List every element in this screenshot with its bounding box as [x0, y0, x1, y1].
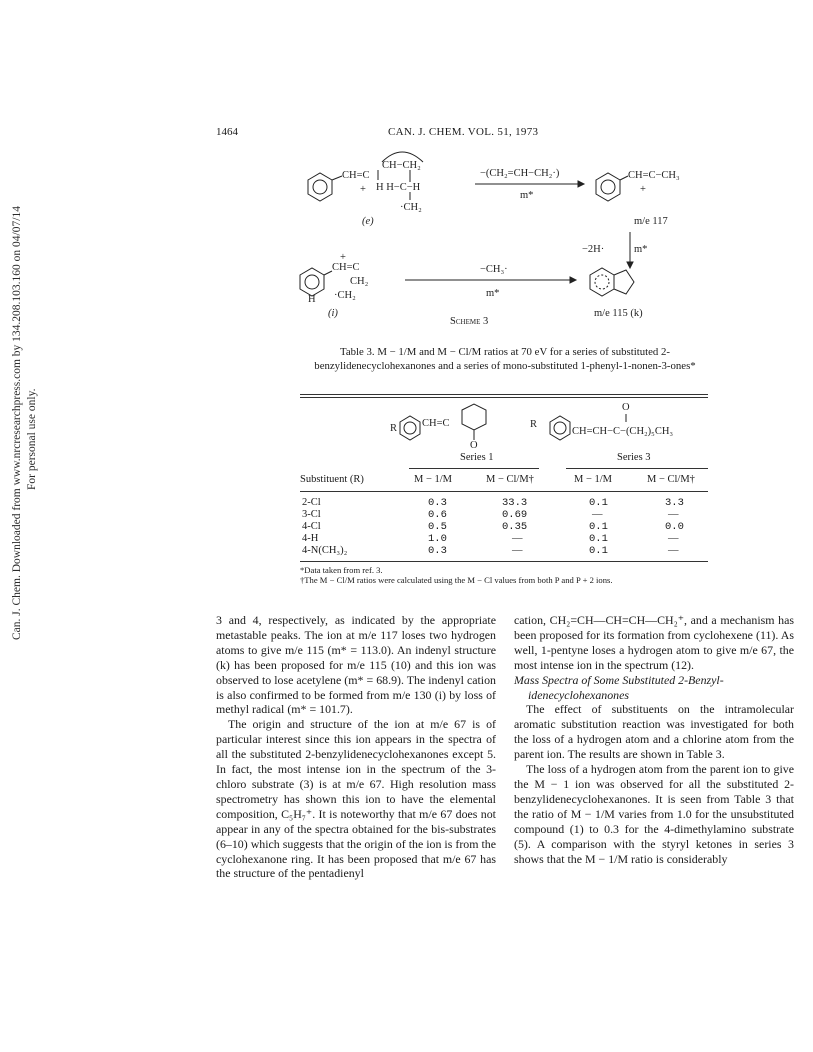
- paragraph: cation, CH₂=CH—CH=CH—CH₂⁺, and a mechanism has been proposed for its formation from cyclohexene (11). As well, 1-pentyne loses a hydrogen atom to give m/e 67, the most intense ion in the spectrum (12).: [514, 613, 794, 672]
- cell-value: 0.1: [589, 521, 608, 533]
- left-column: [216, 613, 496, 881]
- cell-value: 0.35: [502, 521, 528, 533]
- cell-value: —: [512, 533, 523, 544]
- svg-text:CH=C: CH=C: [342, 170, 370, 181]
- bottom-catalyst: m*: [486, 288, 500, 299]
- cell-substituent: 4-Cl: [302, 521, 321, 532]
- cell-value: 3.3: [665, 497, 684, 509]
- col-header-s3-mcl: M − Cl/M†: [647, 474, 695, 485]
- cell-value: 0.3: [428, 497, 447, 509]
- table-footnote-2: †The M − Cl/M ratios were calculated using the M − Cl values from both P and P + 2 ions.: [300, 575, 613, 585]
- col-header-s1-mcl: M − Cl/M†: [486, 474, 534, 485]
- ion-e-label: (e): [362, 216, 374, 227]
- table-caption: Table 3. M − 1/M and M − Cl/M ratios at 70 eV for a series of substituted 2-benzylidenecyclohexanones and a series of mono-substituted 1-phenyl-1-nonen-3-ones*: [314, 346, 696, 372]
- paragraph: 3 and 4, respectively, as indicated by the appropriate metastable peaks. The ion at m/e 117 loses two hydrogen atoms to give m/e 115 (m* = 113.0). An indenyl structure (k) has been proposed for m/e 115 (10) and this ion was observed to lose acetylene (m* = 68.9). The indenyl cation is also confirmed to be formed from m/e 130 (i) by loss of methyl radical (m* = 101.7).: [216, 613, 496, 717]
- cell-value: —: [592, 509, 603, 520]
- table-header-rule: [300, 491, 708, 492]
- cell-value: —: [668, 545, 679, 556]
- cell-value: 1.0: [428, 533, 447, 545]
- svg-text:+: +: [360, 184, 366, 195]
- down-catalyst: m*: [634, 244, 648, 255]
- col-header-s3-m1: M − 1/M: [574, 474, 613, 485]
- cell-value: 0.69: [502, 509, 528, 521]
- series3-label: Series 3: [617, 452, 651, 463]
- table-footnote-1: *Data taken from ref. 3.: [300, 565, 383, 575]
- table-top-rule-2: [300, 397, 708, 398]
- svg-text:H H−C−H: H H−C−H: [376, 182, 421, 193]
- series1-benzene: [400, 416, 420, 440]
- svg-text:CH=C: CH=C: [332, 262, 360, 273]
- page-number: 1464: [216, 126, 238, 138]
- series-structures: [390, 400, 710, 450]
- paragraph: The origin and structure of the ion at m/e 67 is of particular interest since this ion appears in the spectra of all the substituted 2-benzylidenecyclohexanones except 5. In fact, the most intense ion in the spectrum of the 3-chloro substrate (3) is at m/e 67. High resolution mass spectrometry has shown this ion to have the elemental composition, C₅H₇⁺. It is noteworthy that m/e 67 does not appear in any of the spectra obtained for the bis-substrates (6–10) which suggests that the origin of the ion is from the cyclohexanone ring. It has been proposed that m/e 67 has the structure of the pentadienyl: [216, 717, 496, 881]
- svg-text:·CH₂: ·CH₂: [334, 290, 356, 301]
- series1-rule: [409, 468, 539, 469]
- svg-text:O: O: [470, 440, 478, 450]
- cell-value: 33.3: [502, 497, 528, 509]
- cell-value: —: [668, 509, 679, 520]
- series3-benzene: [550, 416, 570, 440]
- svg-text:CH−CH₂: CH−CH₂: [382, 160, 421, 171]
- series1-cyclohexanone: [462, 404, 486, 430]
- bottom-reagent: −CH₃·: [480, 264, 508, 275]
- svg-text:H: H: [308, 294, 316, 305]
- top-reagent: −(CH₂=CH−CH₂·): [480, 168, 560, 179]
- product-115-label: m/e 115 (k): [594, 308, 643, 319]
- cell-substituent: 4-H: [302, 533, 319, 544]
- product-117-formula: CH=C−CH₃: [628, 170, 680, 181]
- cell-value: 0.1: [589, 533, 608, 545]
- right-column: [514, 613, 794, 866]
- scheme-label: Scheme 3: [450, 316, 489, 327]
- paragraph: The effect of substituents on the intramolecular aromatic substitution reaction was investigated for both the loss of a hydrogen atom and a chlorine atom from the parent ion. The results are shown in Table 3.: [514, 702, 794, 762]
- cell-substituent: 4-N(CH₃)₂: [302, 545, 348, 556]
- svg-text:R: R: [390, 423, 398, 434]
- download-notice-line1: Can. J. Chem. Downloaded from www.nrcresearchpress.com by 134.208.103.160 on 04/07/14: [11, 206, 23, 640]
- col-header-substituent: Substituent (R): [300, 474, 364, 485]
- benzene-ring-e: [308, 173, 332, 201]
- download-notice-line2: For personal use only.: [26, 388, 38, 490]
- series1-label: Series 1: [460, 452, 494, 463]
- series3-structure: CH=CH−C−(CH₂)₅CH₃: [572, 426, 674, 437]
- table-bottom-rule: [300, 561, 708, 562]
- ion-i-label: (i): [328, 308, 338, 319]
- scheme-3-diagram: [290, 140, 710, 340]
- cell-value: —: [668, 533, 679, 544]
- section-heading-continued: idenecyclohexanones: [528, 687, 630, 702]
- section-heading: Mass Spectra of Some Substituted 2-Benzyl-: [514, 672, 724, 687]
- col-header-s1-m1: M − 1/M: [414, 474, 453, 485]
- svg-text:CH=C: CH=C: [422, 418, 450, 429]
- table-top-rule: [300, 394, 708, 395]
- cell-value: 0.3: [428, 545, 447, 557]
- cell-value: 0.5: [428, 521, 447, 533]
- product-117-label: m/e 117: [634, 216, 668, 227]
- cell-value: 0.0: [665, 521, 684, 533]
- paragraph: The loss of a hydrogen atom from the parent ion to give the M − 1 ion was observed for all the substituted 2-benzylidenecyclohexanones. It is seen from Table 3 that the ratio of M − 1/M varies from 1.0 for the unsubstituted compound (1) to 0.3 for the 4-dimethylamino substrate (5). A comparison with the styryl ketones in series 3 shows that the M − 1/M ratio is considerably: [514, 762, 794, 866]
- svg-text:R: R: [530, 419, 538, 430]
- download-notice: [10, 120, 44, 640]
- cell-substituent: 2-Cl: [302, 497, 321, 508]
- running-head: CAN. J. CHEM. VOL. 51, 1973: [388, 126, 539, 138]
- svg-text:+: +: [640, 184, 646, 195]
- svg-text:·CH₂: ·CH₂: [400, 202, 422, 213]
- svg-text:+: +: [340, 252, 346, 263]
- svg-text:CH₂: CH₂: [350, 276, 369, 287]
- series3-rule: [566, 468, 708, 469]
- cell-value: —: [512, 545, 523, 556]
- cell-substituent: 3-Cl: [302, 509, 321, 520]
- down-reagent: −2H·: [582, 244, 605, 255]
- cell-value: 0.6: [428, 509, 447, 521]
- cell-value: 0.1: [589, 497, 608, 509]
- svg-text:O: O: [622, 402, 630, 413]
- top-catalyst: m*: [520, 190, 534, 201]
- cell-value: 0.1: [589, 545, 608, 557]
